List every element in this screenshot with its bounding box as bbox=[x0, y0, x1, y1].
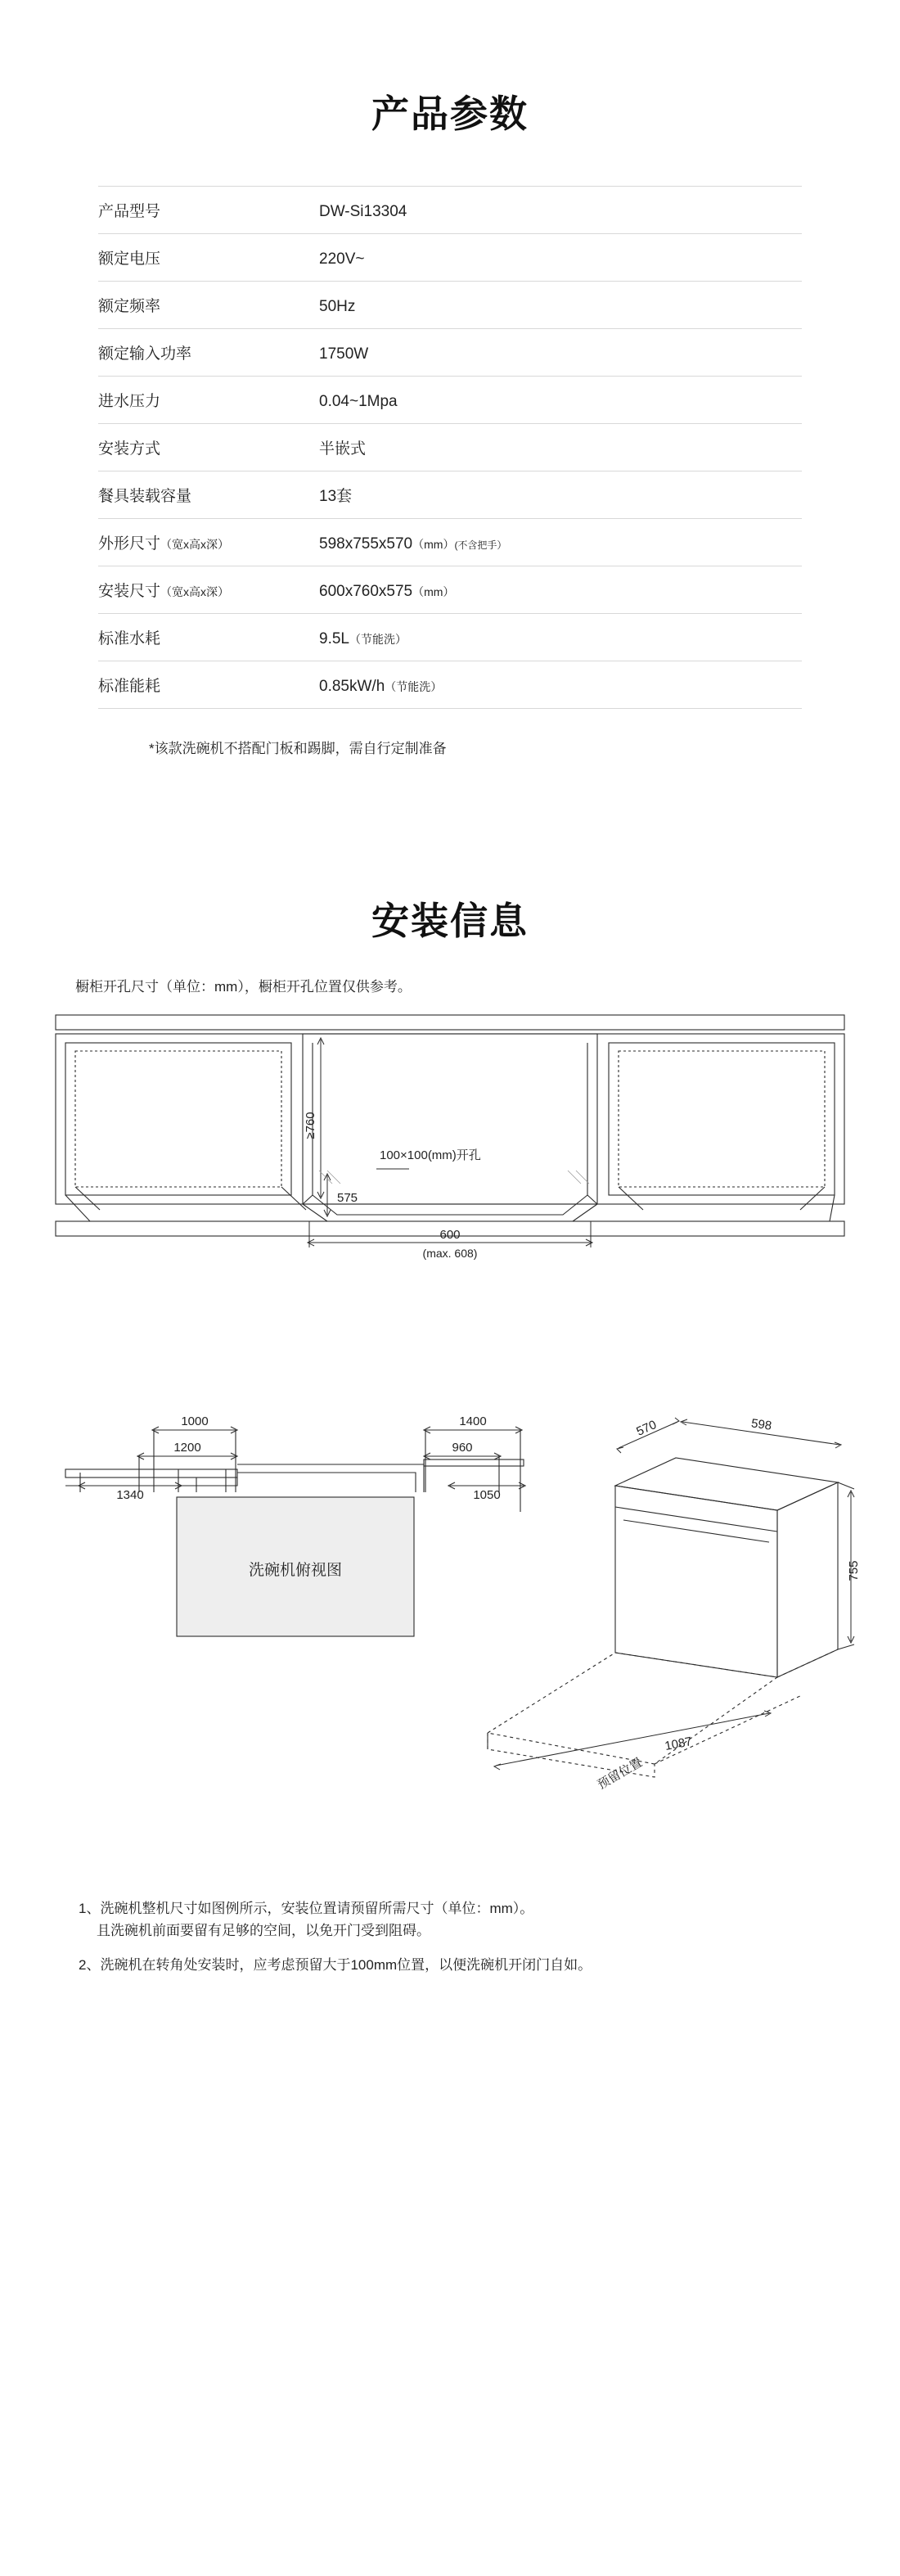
spec-value bbox=[319, 661, 802, 708]
page-title-specs: 产品参数 bbox=[371, 92, 529, 135]
footnote-1-line2: 且洗碗机前面要留有足够的空间，以免开门受到阻碍。 bbox=[97, 1923, 430, 1939]
spec-value-note: （节能洗） bbox=[385, 679, 443, 693]
dim-960-label: 960 bbox=[452, 1440, 473, 1455]
spec-key-note: （宽x高x深） bbox=[160, 537, 230, 551]
dim-1400-label: 1400 bbox=[459, 1414, 487, 1428]
spec-value: DW-Si13304 bbox=[319, 202, 407, 220]
spec-value-text: 0.85kW/h bbox=[319, 677, 385, 695]
spec-value: 半嵌式 bbox=[319, 440, 367, 458]
spec-value-text: 9.5L bbox=[319, 629, 349, 647]
table-row bbox=[98, 186, 802, 233]
spec-footnote: *该款洗碗机不搭配门板和踢脚，需自行定制准备 bbox=[149, 740, 447, 756]
dim-1000-label: 1000 bbox=[181, 1414, 209, 1428]
spec-key bbox=[98, 566, 319, 613]
table-row bbox=[98, 566, 802, 613]
spec-key: 额定频率 bbox=[98, 297, 161, 315]
spec-key-text: 安装尺寸 bbox=[98, 582, 161, 600]
dim-1340-label: 1340 bbox=[116, 1487, 144, 1502]
diagram-cabinet-elevation bbox=[33, 1007, 867, 1404]
spec-value: 0.04~1Mpa bbox=[319, 392, 398, 410]
spec-value: 220V~ bbox=[319, 250, 365, 268]
plan-iso-svg bbox=[33, 1407, 867, 1865]
spec-value: 1750W bbox=[319, 345, 369, 363]
dim-width-max-label: (max. 608) bbox=[422, 1246, 478, 1260]
spec-key: 产品型号 bbox=[98, 202, 161, 220]
spec-key: 额定电压 bbox=[98, 250, 161, 268]
dim-1087-label: 1087 bbox=[664, 1734, 694, 1753]
spec-value-text: 600x760x575 bbox=[319, 582, 413, 600]
spec-key: 标准能耗 bbox=[98, 677, 161, 695]
spec-key: 安装方式 bbox=[98, 440, 161, 458]
page-title-install: 安装信息 bbox=[371, 899, 529, 942]
table-row bbox=[98, 328, 802, 376]
dim-570-label: 570 bbox=[634, 1417, 659, 1439]
spec-value-text: 598x755x570 bbox=[319, 535, 413, 553]
dim-1200-label: 1200 bbox=[173, 1440, 201, 1455]
install-caption: 橱柜开孔尺寸（单位：mm），橱柜开孔位置仅供参考。 bbox=[75, 978, 412, 995]
spec-value-note: (不含把手） bbox=[454, 539, 507, 551]
spec-key: 标准水耗 bbox=[98, 629, 161, 647]
spec-value-note: （节能洗） bbox=[349, 632, 407, 646]
table-row bbox=[98, 613, 802, 661]
spec-table bbox=[98, 186, 802, 709]
spec-key bbox=[98, 518, 319, 566]
table-row bbox=[98, 471, 802, 518]
table-row bbox=[98, 518, 802, 566]
spec-key: 额定输入功率 bbox=[98, 345, 192, 363]
spec-value-unit: （mm） bbox=[412, 584, 455, 598]
footnote-2: 2、洗碗机在转角处安装时，应考虑预留大于100mm位置，以便洗碗机开闭门自如。 bbox=[79, 1956, 592, 1973]
spec-key: 进水压力 bbox=[98, 392, 161, 410]
dim-1050-label: 1050 bbox=[473, 1487, 501, 1502]
spec-key: 餐具装载容量 bbox=[98, 487, 192, 505]
footnote-1-line1: 1、洗碗机整机尺寸如图例所示，安装位置请预留所需尺寸（单位：mm）。 bbox=[79, 1900, 534, 1916]
spec-value bbox=[319, 613, 802, 661]
dim-opening-label: 100×100(mm)开孔 bbox=[380, 1148, 481, 1162]
footnote-1 bbox=[79, 1897, 859, 1942]
spec-value bbox=[319, 518, 802, 566]
spec-key-text: 外形尺寸 bbox=[98, 535, 161, 553]
dim-755-label: 755 bbox=[847, 1560, 861, 1581]
install-footnotes bbox=[41, 1897, 859, 1977]
dim-598-label: 598 bbox=[750, 1416, 773, 1433]
dim-height-label: ≥760 bbox=[304, 1112, 317, 1139]
dishwasher-plan-label: 洗碗机俯视图 bbox=[248, 1561, 343, 1579]
table-row bbox=[98, 281, 802, 328]
label-reserve-space: 预留位置 bbox=[595, 1755, 645, 1793]
spec-value: 50Hz bbox=[319, 297, 356, 315]
spec-value-unit: （mm） bbox=[412, 537, 455, 551]
spec-table-wrapper bbox=[98, 186, 802, 709]
dim-depth-label: 575 bbox=[337, 1190, 358, 1205]
table-row bbox=[98, 233, 802, 281]
spec-value bbox=[319, 566, 802, 613]
table-row bbox=[98, 376, 802, 423]
spec-value: 13套 bbox=[319, 487, 353, 505]
spec-key-note: （宽x高x深） bbox=[160, 584, 230, 598]
cabinet-elevation-svg bbox=[33, 1007, 867, 1400]
diagram-plan-and-iso bbox=[33, 1407, 867, 1870]
dim-width-label: 600 bbox=[439, 1227, 461, 1242]
table-row bbox=[98, 661, 802, 708]
product-spec-page bbox=[0, 25, 900, 1977]
table-row bbox=[98, 423, 802, 471]
